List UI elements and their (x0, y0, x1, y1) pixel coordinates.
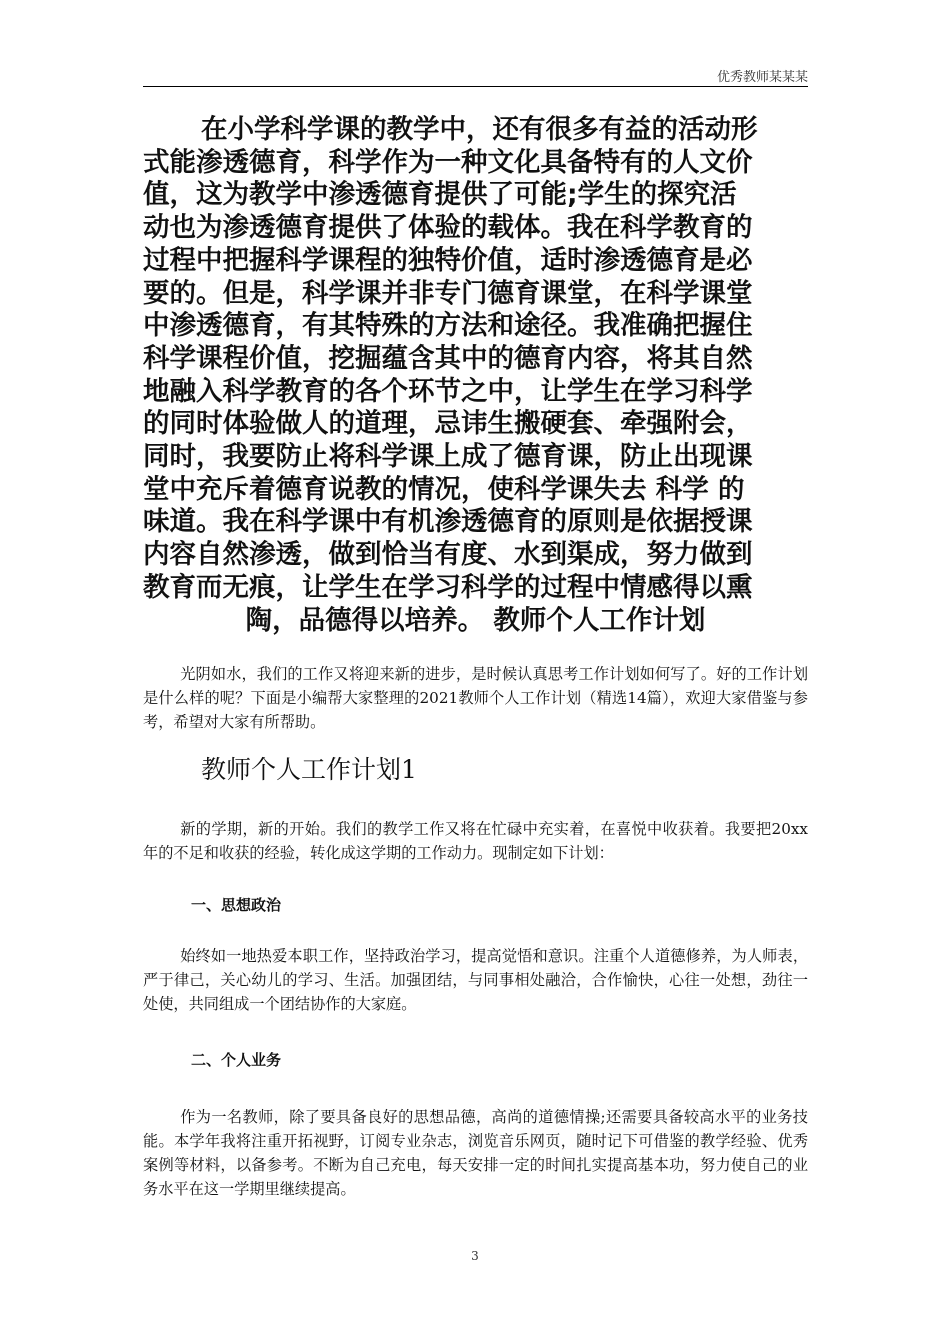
lead-line: 陶，品德得以培养。 教师个人工作计划 (245, 604, 706, 636)
intro-paragraph: 光阴如水，我们的工作又将迎来新的进步，是时候认真思考工作计划如何写了。好的工作计划是什么样的呢？下面是小编帮大家整理的2021教师个人工作计划（精选14篇），欢迎大家借鉴与参考，希望对大家有所帮助。 (143, 665, 808, 732)
lead-paragraph (143, 114, 808, 637)
subsection-heading: 二、个人业务 (191, 1051, 282, 1070)
subsection-body: 作为一名教师，除了要具备良好的思想品德，高尚的道德情操;还需要具备较高水平的业务技能。本学年我将注重开拓视野，订阅专业杂志，浏览音乐网页，随时记下可借鉴的教学经验、优秀案例等材料，以备参考。不断为自己充电，每天安排一定的时间扎实提高基本功，努力使自己的业务水平在这一学期里继续提高。 (143, 1108, 808, 1199)
lead-line: 同时，我要防止将科学课上成了德育课，防止出现课 (143, 441, 753, 473)
lead-line: 地融入科学教育的各个环节之中，让学生在学习科学 (143, 375, 753, 407)
section-intro: 新的学期，新的开始。我们的教学工作又将在忙碌中充实着，在喜悦中收获着。我要把20xx年的不足和收获的经验，转化成这学期的工作动力。现制定如下计划： (143, 820, 808, 863)
lead-line: 味道。我在科学课中有机渗透德育的原则是依据授课 (143, 506, 753, 538)
header-rule (143, 86, 808, 87)
lead-line: 在小学科学课的教学中，还有很多有益的活动形 (201, 114, 758, 145)
lead-line: 过程中把握科学课程的独特价值，适时渗透德育是必 (143, 244, 753, 276)
page-header: 优秀教师某某某 (716, 70, 808, 85)
lead-line: 的同时体验做人的道理，忌讳生搬硬套、牵强附会， (143, 408, 753, 440)
lead-line: 堂中充斥着德育说教的情况，使科学课失去 科学 的 (143, 473, 745, 505)
subsection-body: 始终如一地热爱本职工作，坚持政治学习，提高觉悟和意识。注重个人道德修养，为人师表，严于律己，关心幼儿的学习、生活。加强团结，与同事相处融洽，合作愉快，心往一处想，劲往一处使，共同组成一个团结协作的大家庭。 (143, 947, 808, 1014)
lead-line: 内容自然渗透，做到恰当有度、水到渠成，努力做到 (143, 539, 753, 571)
lead-line: 科学课程价值，挖掘蕴含其中的德育内容，将其自然 (143, 342, 753, 374)
lead-line: 式能渗透德育，科学作为一种文化具备特有的人文价 (143, 146, 753, 178)
lead-line: 教育而无痕，让学生在学习科学的过程中情感得以熏 (143, 571, 753, 603)
subsection-heading: 一、思想政治 (191, 896, 282, 915)
page-body (143, 96, 808, 1201)
lead-line: 要的。但是，科学课并非专门德育课堂，在科学课堂 (143, 277, 753, 309)
page-number: 3 (471, 1249, 479, 1263)
lead-line: 中渗透德育，有其特殊的方法和途径。我准确把握住 (143, 310, 753, 342)
lead-line: 值，这为教学中渗透德育提供了可能;学生的探究活 (143, 179, 737, 211)
lead-line: 动也为渗透德育提供了体验的载体。我在科学教育的 (143, 212, 753, 244)
section-title: 教师个人工作计划1 (201, 755, 417, 785)
